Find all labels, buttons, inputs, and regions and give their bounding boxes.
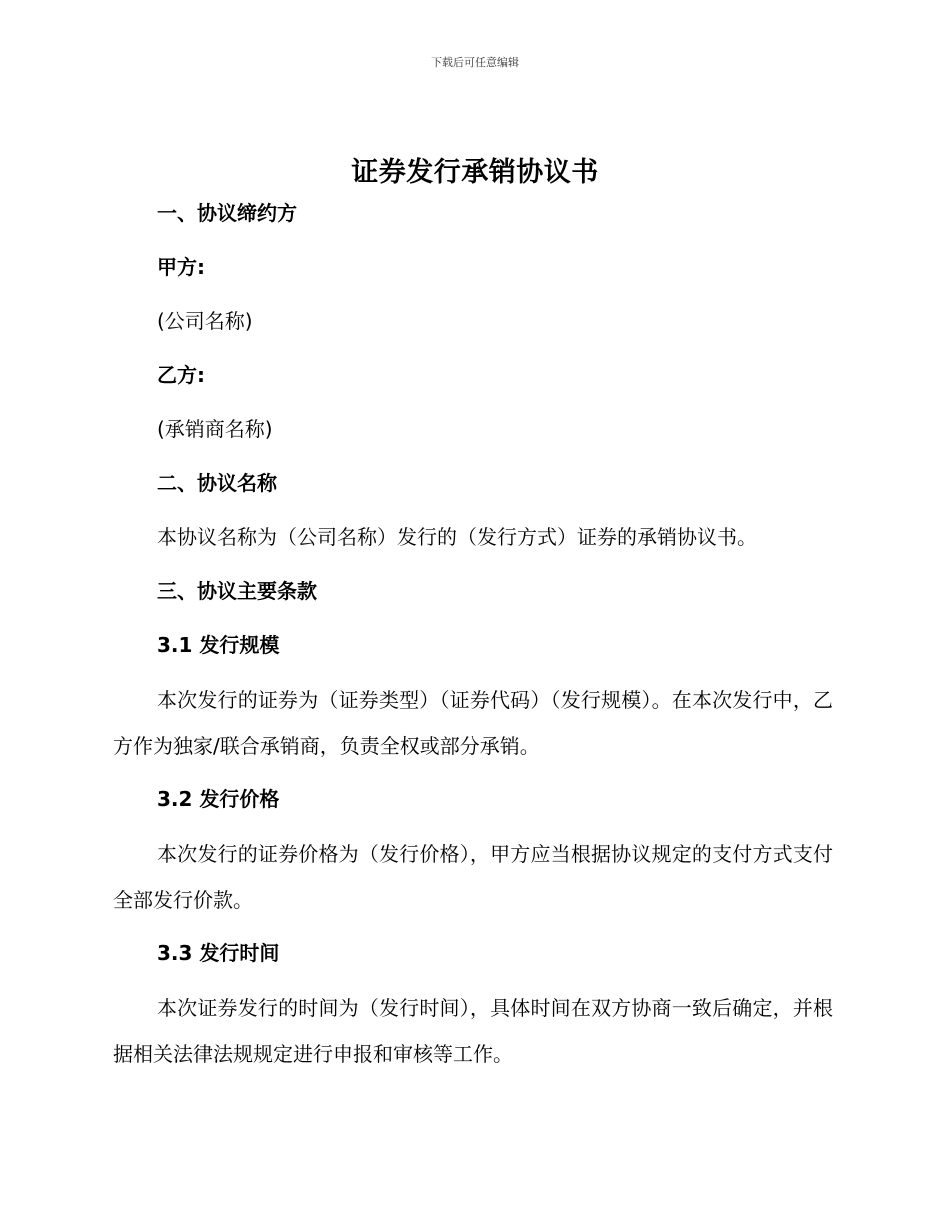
clause-3-1-heading: 3.1 发行规模 — [157, 633, 280, 657]
header-note: 下载后可任意编辑 — [431, 56, 519, 69]
clause-3-3-heading: 3.3 发行时间 — [157, 941, 280, 965]
clause-3-1-body: 本次发行的证券为（证券类型）（证券代码）（发行规模）。在本次发行中，乙方作为独家/联合承销商，负责全权或部分承销。 — [113, 688, 833, 758]
party-b-label: 乙方: — [157, 363, 205, 387]
section-1-heading: 一、协议缔约方 — [157, 201, 297, 225]
clause-3-3-body: 本次证券发行的时间为（发行时间），具体时间在双方协商一致后确定，并根据相关法律法规规定进行申报和审核等工作。 — [113, 996, 833, 1066]
clause-3-2-body: 本次发行的证券价格为（发行价格），甲方应当根据协议规定的支付方式支付全部发行价款。 — [113, 842, 833, 912]
party-a-label: 甲方: — [157, 255, 205, 279]
document-title: 证券发行承销协议书 — [351, 157, 599, 188]
party-a-value: (公司名称) — [157, 309, 253, 333]
section-2-body: 本协议名称为（公司名称）发行的（发行方式）证券的承销协议书。 — [157, 525, 757, 549]
section-2-heading: 二、协议名称 — [157, 471, 277, 495]
section-3-heading: 三、协议主要条款 — [157, 579, 317, 603]
party-b-value: (承销商名称) — [157, 417, 273, 441]
clause-3-2-heading: 3.2 发行价格 — [157, 787, 280, 811]
